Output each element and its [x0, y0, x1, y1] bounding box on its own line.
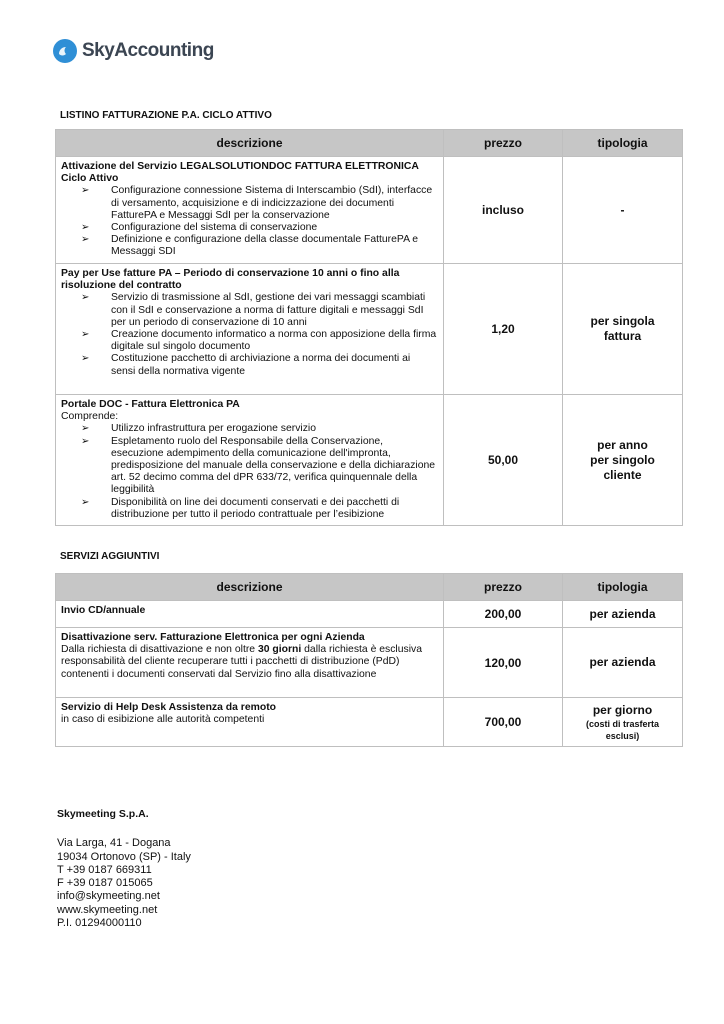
list-item: ➢ Configurazione del sistema di conservazione	[61, 222, 437, 234]
row-title: Portale DOC - Fattura Elettronica PA	[61, 399, 240, 410]
row-description	[56, 601, 444, 628]
table-row	[56, 698, 683, 747]
list-item: ➢ Creazione documento informatico a norma con apposizione della firma digitale sul singolo documento	[61, 329, 437, 353]
row-type: per azienda	[563, 628, 683, 698]
row-price: incluso	[444, 157, 563, 264]
phone-line: T +39 0187 669311	[57, 863, 152, 876]
list-item: ➢ Definizione e configurazione della classe documentale FatturePA e Messaggi SDI	[61, 234, 437, 258]
row-type: per azienda	[563, 601, 683, 628]
list-item: ➢ Espletamento ruolo del Responsabile della Conservazione, esecuzione adempimento della comunicazione dell'impronta, predisposizione del manuale della conservazione e della dichiarazione art. 52 decimo comma del dPR 633/72, verifica quinquennale della leggibilità	[61, 436, 437, 497]
feature-list	[61, 423, 437, 521]
header-tipologia: tipologia	[563, 130, 683, 157]
list-item: ➢ Configurazione connessione Sistema di Interscambio (SdI), interfacce di versamento, acquisizione e di indicizzazione dei documenti FatturePA e Messaggi SdI per la conservazione	[61, 185, 437, 222]
section-title-servizi: SERVIZI AGGIUNTIVI	[60, 551, 160, 562]
row-title: Invio CD/annuale	[61, 605, 146, 616]
row-type	[563, 264, 683, 395]
header-prezzo: prezzo	[444, 130, 563, 157]
row-title: Servizio di Help Desk Assistenza da remoto	[61, 702, 277, 713]
email-link[interactable]: info@skymeeting.net	[57, 890, 160, 903]
table-row	[56, 601, 683, 628]
row-description	[56, 264, 444, 395]
type-note: esclusi)	[605, 730, 640, 741]
row-description	[56, 157, 444, 264]
type-line: per singola	[590, 314, 655, 328]
type-line: per anno	[597, 437, 648, 452]
feature-list	[61, 292, 437, 377]
row-title: Disattivazione serv. Fatturazione Elettronica per ogni Azienda	[61, 632, 365, 643]
type-line: fattura	[603, 329, 642, 343]
row-price: 120,00	[444, 628, 563, 698]
header-tipologia: tipologia	[563, 574, 683, 601]
table-header-row	[56, 574, 683, 601]
services-table	[55, 573, 683, 747]
cloud-logo-icon	[52, 38, 78, 64]
table-row	[56, 628, 683, 698]
brand-logo	[52, 36, 214, 66]
list-item: ➢ Utilizzo infrastruttura per erogazione servizio	[61, 423, 437, 435]
row-title: Pay per Use fatture PA – Periodo di conservazione 10 anni o fino alla risoluzione del contratto	[61, 268, 400, 292]
table-header-row	[56, 130, 683, 157]
table-row	[56, 157, 683, 264]
row-text	[61, 644, 437, 681]
row-type: -	[563, 157, 683, 264]
header-prezzo: prezzo	[444, 574, 563, 601]
company-name: Skymeeting S.p.A.	[57, 808, 149, 820]
text-segment: dalla richiesta è esclusiva responsabilità del cliente recuperare tutti i pacchetti di distribuzione (PdD) contenenti i documenti conservati dal Servizio fino alla disattivazione	[61, 644, 422, 680]
row-price: 1,20	[444, 264, 563, 395]
list-item: ➢ Costituzione pacchetto di archiviazione a norma dei documenti ai sensi della normativa vigente	[61, 353, 437, 377]
city-line: 19034 Ortonovo (SP) - Italy	[57, 850, 191, 863]
row-subtitle: Comprende:	[61, 411, 119, 423]
row-text: in caso di esibizione alle autorità competenti	[61, 714, 265, 726]
type-line: cliente	[603, 467, 642, 482]
text-bold-segment: 30 giorni	[257, 644, 302, 656]
list-item: ➢ Disponibilità on line dei documenti conservati e dei pacchetti di distribuzione per tutto il periodo contrattuale per l’esibizione	[61, 497, 437, 521]
header-descrizione: descrizione	[56, 130, 444, 157]
type-line: per singolo	[590, 452, 655, 467]
table-row	[56, 395, 683, 526]
row-price: 200,00	[444, 601, 563, 628]
row-description	[56, 698, 444, 747]
pricing-table	[55, 129, 683, 526]
fax-line: F +39 0187 015065	[57, 877, 153, 890]
website-link[interactable]: www.skymeeting.net	[57, 903, 158, 916]
section-title-listino: LISTINO FATTURAZIONE P.A. CICLO ATTIVO	[60, 110, 272, 121]
company-footer	[57, 808, 191, 930]
list-item: ➢ Servizio di trasmissione al SdI, gestione dei vari messaggi scambiati con il SdI e conservazione a norma di fatture digitali e messaggi SdI per un periodo di conservazione di 10 anni	[61, 292, 437, 329]
row-type	[563, 698, 683, 747]
address-line: Via Larga, 41 - Dogana	[57, 837, 171, 850]
text-segment: Dalla richiesta di disattivazione e non oltre	[61, 644, 258, 656]
type-note: (costi di trasferta	[585, 718, 660, 729]
brand-name: SkyAccounting	[82, 40, 214, 61]
row-type	[563, 395, 683, 526]
header-descrizione: descrizione	[56, 574, 444, 601]
row-description	[56, 628, 444, 698]
vat-line: P.I. 01294000110	[57, 917, 142, 930]
type-line: per giorno	[592, 702, 653, 717]
row-description	[56, 395, 444, 526]
row-title: Attivazione del Servizio LEGALSOLUTIONDOC FATTURA ELETTRONICA Ciclo Attivo	[61, 161, 419, 185]
row-price: 700,00	[444, 698, 563, 747]
row-price: 50,00	[444, 395, 563, 526]
table-row	[56, 264, 683, 395]
feature-list	[61, 185, 437, 258]
